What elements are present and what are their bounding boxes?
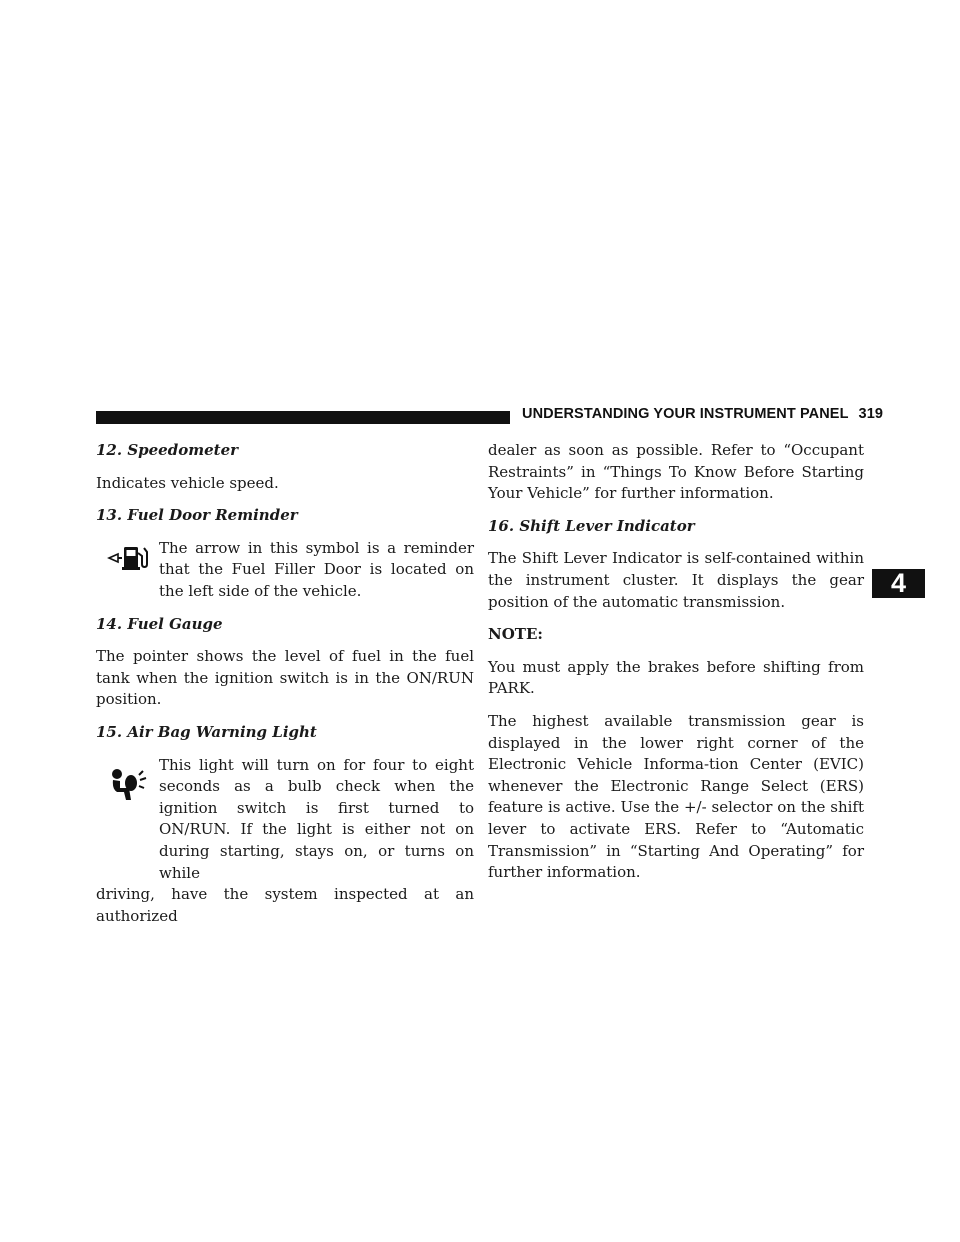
fuel-door-icon	[96, 538, 159, 571]
fuel-door-body: The arrow in this symbol is a reminder that the Fuel Filler Door is located on the left side of the vehicle.	[159, 538, 474, 600]
fuel-door-heading: 13. Fuel Door Reminder	[96, 506, 298, 525]
airbag-body-continued: driving, have the system inspected at an authorized	[96, 885, 474, 925]
chapter-tab: 4	[872, 569, 925, 598]
header-bar	[96, 411, 510, 424]
airbag-body-indented: This light will turn on for four to eight seconds as a bulb check when the ignition switch is first turned to ON/RUN. If the light is either not on during starting, stays on, or turns on while	[159, 755, 474, 882]
header-title: UNDERSTANDING YOUR INSTRUMENT PANEL	[522, 406, 849, 422]
speedometer-heading: 12. Speedometer	[96, 441, 239, 459]
airbag-warning-icon	[96, 755, 159, 801]
airbag-continuation: dealer as soon as possible. Refer to “Occupant Restraints” in “Things To Know Before Starting Your Vehicle” for further information.	[488, 441, 864, 503]
left-column	[96, 440, 474, 938]
page-number: 319	[858, 406, 884, 422]
fuel-gauge-body: The pointer shows the level of fuel in the fuel tank when the ignition switch is in the ON/RUN position.	[96, 647, 474, 709]
note-body: You must apply the brakes before shifting from PARK.	[488, 657, 864, 698]
running-header	[522, 406, 883, 422]
speedometer-body: Indicates vehicle speed.	[96, 473, 279, 492]
note-label: NOTE:	[488, 625, 543, 644]
fuel-door-item	[96, 538, 474, 603]
right-column	[488, 440, 864, 895]
shift-lever-heading: 16. Shift Lever Indicator	[488, 516, 695, 535]
airbag-item	[96, 755, 474, 885]
shift-lever-body: The Shift Lever Indicator is self-contained within the instrument cluster. It displays the gear position of the automatic transmission.	[488, 549, 864, 611]
fuel-gauge-heading: 14. Fuel Gauge	[96, 614, 223, 633]
airbag-heading: 15. Air Bag Warning Light	[96, 722, 317, 741]
ers-body: The highest available transmission gear is displayed in the lower right corner of the Electronic Vehicle Informa-tion Center (EVIC) whenever the Electronic Range Select (ERS) feature is active. Use the +/- selector on the shift lever to activate ERS. Refer to “Automatic Transmission” in “Starting And Operating” for further information.	[488, 711, 864, 882]
